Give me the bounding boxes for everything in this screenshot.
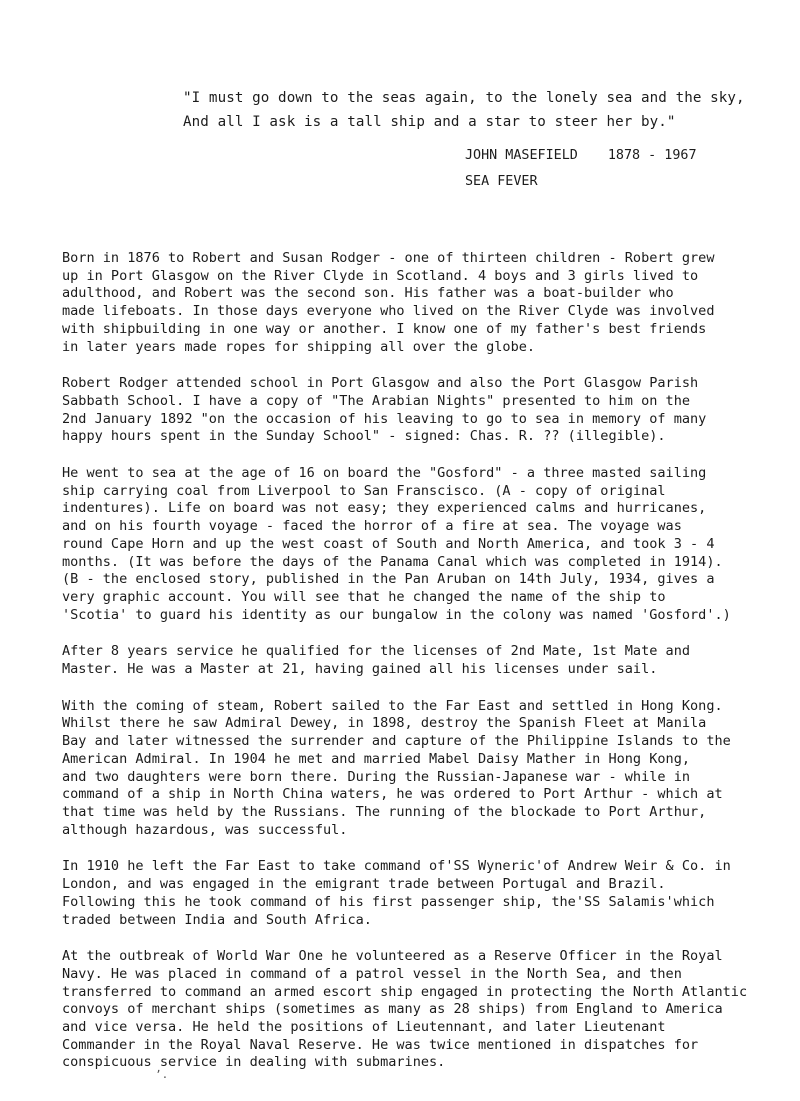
paragraph-line: convoys of merchant ships (sometimes as many as 28 ships) from England to America (62, 1001, 723, 1018)
paragraph-line: Robert Rodger attended school in Port Glasgow and also the Port Glasgow Parish (62, 375, 699, 392)
paragraph-line: 'Scotia' to guard his identity as our bungalow in the colony was named 'Gosford'.) (62, 606, 731, 623)
paragraph-line: indentures). Life on board was not easy; they experienced calms and hurricanes, (62, 500, 707, 517)
paragraph-line: months. (It was before the days of the Panama Canal which was completed in 1914). (62, 553, 723, 570)
paragraph-line: and on his fourth voyage - faced the horror of a fire at sea. The voyage was (62, 518, 682, 535)
paragraph-line: He went to sea at the age of 16 on board the "Gosford" - a three masted sailing (62, 465, 707, 482)
paragraph-line: After 8 years service he qualified for the licenses of 2nd Mate, 1st Mate and (62, 643, 691, 660)
body-paragraph (62, 948, 752, 1072)
epigraph-line: And all I ask is a tall ship and a star to steer her by." (183, 114, 676, 130)
paragraph-line: very graphic account. You will see that he changed the name of the ship to (62, 588, 666, 605)
body-paragraph (62, 643, 752, 678)
paragraph-line: command of a ship in North China waters, he was ordered to Port Arthur - which at (62, 786, 723, 803)
body-paragraph (62, 250, 752, 356)
epigraph-quote (183, 86, 743, 134)
paragraph-line: (B - the enclosed story, published in the Pan Aruban on 14th July, 1934, gives a (62, 571, 715, 588)
paragraph-line: Following this he took command of his first passenger ship, the'SS Salamis'which (62, 893, 715, 910)
paragraph-line: round Cape Horn and up the west coast of South and North America, and took 3 - 4 (62, 535, 715, 552)
body-paragraph (62, 858, 752, 929)
body-paragraph (62, 465, 752, 624)
paragraph-line: in later years made ropes for shipping all over the globe. (62, 338, 536, 355)
paragraph-line: Whilst there he saw Admiral Dewey, in 1898, destroy the Spanish Fleet at Manila (62, 715, 707, 732)
attribution-years: 1878 - 1967 (607, 148, 697, 163)
stray-mark: ʼ. (155, 1068, 169, 1081)
paragraph-line: Commander in the Royal Naval Reserve. He was twice mentioned in dispatches for (62, 1036, 699, 1053)
paragraph-line: 2nd January 1892 "on the occasion of his leaving to go to sea in memory of many (62, 410, 707, 427)
paragraph-line: With the coming of steam, Robert sailed to the Far East and settled in Hong Kong. (62, 697, 723, 714)
paragraph-line: although hazardous, was successful. (62, 821, 348, 838)
body-paragraph (62, 375, 752, 446)
paragraph-line: that time was held by the Russians. The running of the blockade to Port Arthur, (62, 803, 707, 820)
paragraph-line: happy hours spent in the Sunday School" - signed: Chas. R. ?? (illegible). (62, 428, 666, 445)
paragraph-line: Navy. He was placed in command of a patrol vessel in the North Sea, and then (62, 965, 682, 982)
attribution-author: JOHN MASEFIELD (465, 148, 578, 163)
document-body (62, 250, 752, 1091)
paragraph-line: and vice versa. He held the positions of Lieutennant, and later Lieutenant (62, 1019, 666, 1036)
paragraph-line: Bay and later witnessed the surrender and capture of the Philippine Islands to the (62, 733, 731, 750)
paragraph-line: adulthood, and Robert was the second son. His father was a boat-builder who (62, 285, 674, 302)
paragraph-line: London, and was engaged in the emigrant trade between Portugal and Brazil. (62, 876, 666, 893)
paragraph-line: In 1910 he left the Far East to take command of'SS Wyneric'of Andrew Weir & Co. in (62, 858, 731, 875)
paragraph-line: with shipbuilding in one way or another. I know one of my father's best friends (62, 320, 707, 337)
paragraph-line: conspicuous service in dealing with submarines. (62, 1054, 446, 1071)
paragraph-line: Master. He was a Master at 21, having gained all his licenses under sail. (62, 661, 658, 678)
paragraph-line: Sabbath School. I have a copy of "The Arabian Nights" presented to him on the (62, 392, 691, 409)
paragraph-line: American Admiral. In 1904 he met and married Mabel Daisy Mather in Hong Kong, (62, 750, 691, 767)
paragraph-line: and two daughters were born there. During the Russian-Japanese war - while in (62, 768, 691, 785)
paragraph-line: Born in 1876 to Robert and Susan Rodger - one of thirteen children - Robert grew (62, 250, 715, 266)
paragraph-line: traded between India and South Africa. (62, 911, 372, 928)
paragraph-line: At the outbreak of World War One he volunteered as a Reserve Officer in the Royal (62, 948, 723, 965)
paragraph-line: transferred to command an armed escort ship engaged in protecting the North Atlantic (62, 983, 748, 1000)
epigraph-line: "I must go down to the seas again, to the lonely sea and the sky, (183, 90, 745, 106)
attribution-author-row (465, 143, 765, 169)
epigraph-attribution (465, 143, 765, 195)
paragraph-line: made lifeboats. In those days everyone who lived on the River Clyde was involved (62, 303, 715, 320)
paragraph-line: ship carrying coal from Liverpool to San Franscisco. (A - copy of original (62, 482, 666, 499)
paragraph-line: up in Port Glasgow on the River Clyde in Scotland. 4 boys and 3 girls lived to (62, 267, 699, 284)
attribution-poem: SEA FEVER (465, 174, 538, 189)
body-paragraph (62, 698, 752, 840)
